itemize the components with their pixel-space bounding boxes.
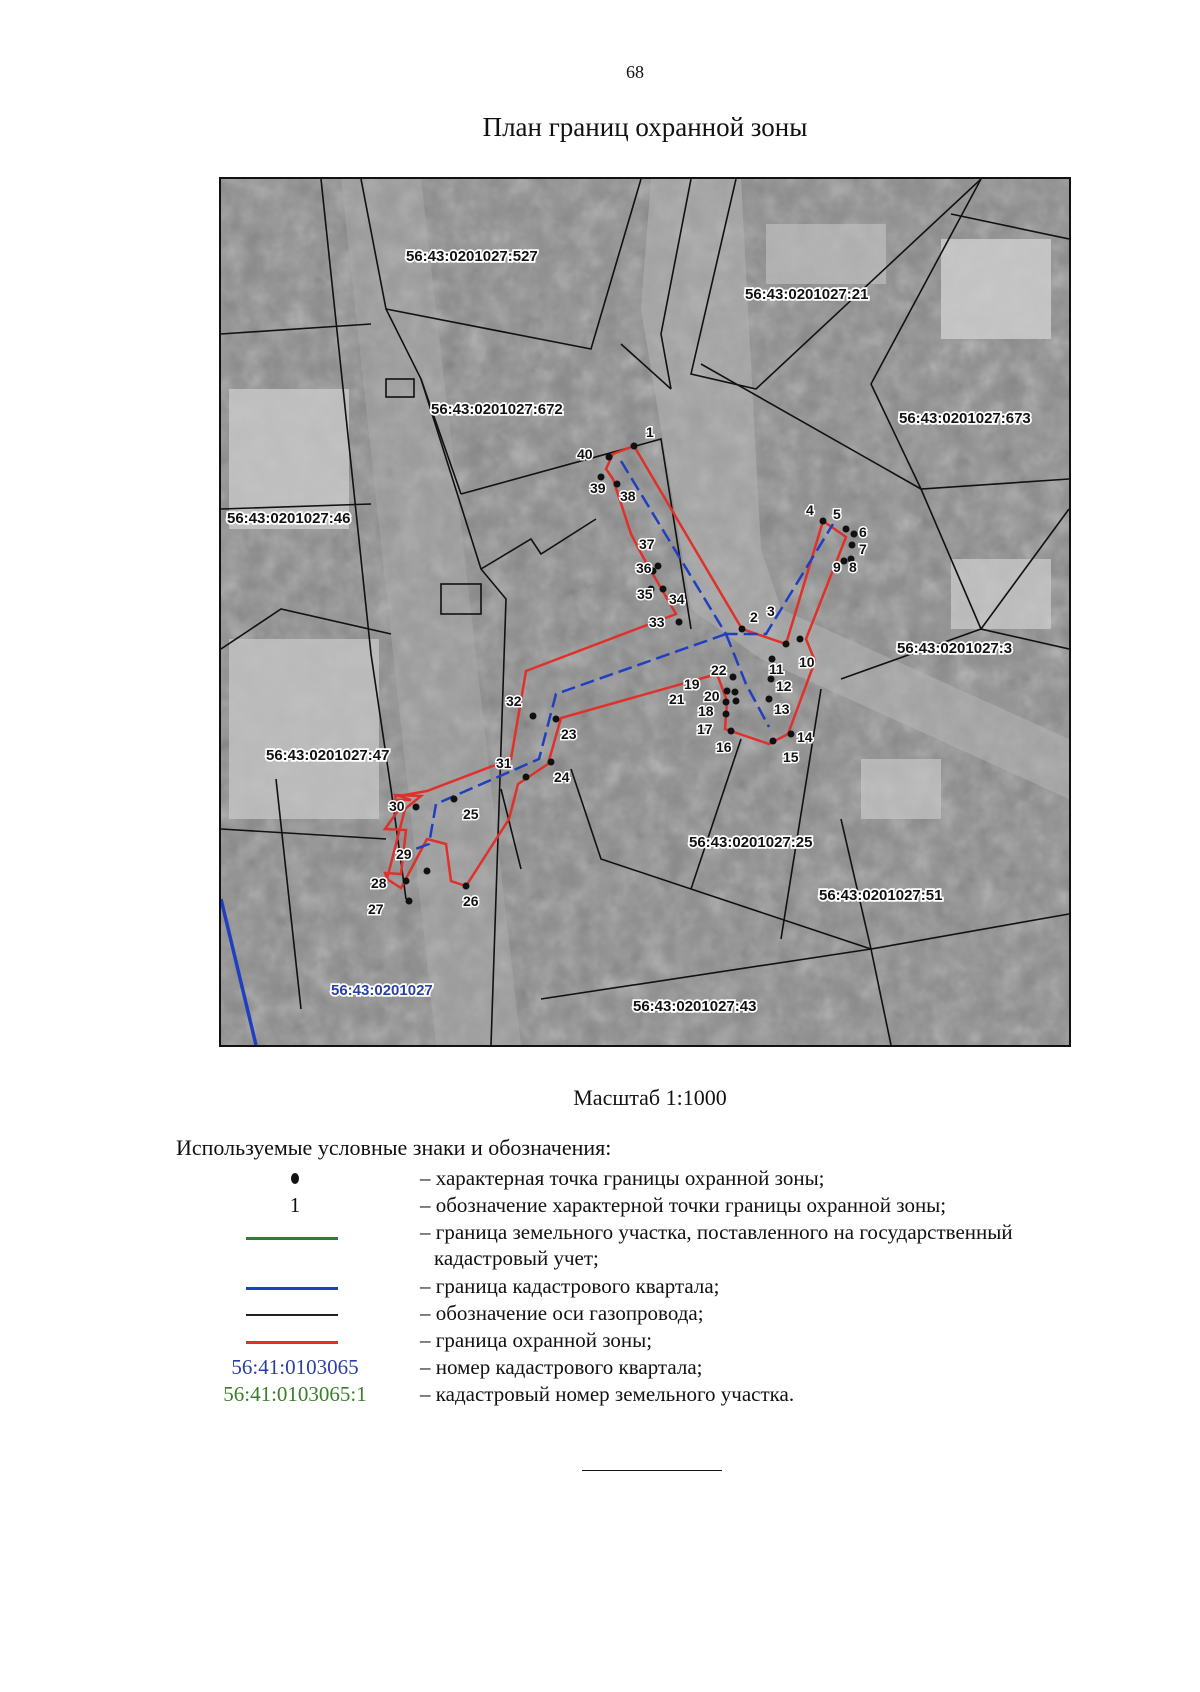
legend-symbol <box>190 1273 400 1300</box>
legend-item-parcel-boundary <box>190 1219 1150 1273</box>
parcel-label: 56:43:0201027:43 <box>633 998 757 1015</box>
point-number: 33 <box>649 614 665 630</box>
point-number: 1 <box>646 424 654 440</box>
point-number: 21 <box>669 691 685 707</box>
black-line-icon <box>246 1314 338 1316</box>
roof-area <box>941 239 1051 339</box>
point-number: 10 <box>799 654 815 670</box>
point-number: 13 <box>774 701 790 717</box>
protection-zone-map <box>219 177 1071 1047</box>
point-number: 36 <box>636 560 652 576</box>
legend-heading: Используемые условные знаки и обозначения: <box>176 1135 612 1160</box>
parcel-label: 56:43:0201027:47 <box>266 747 390 764</box>
point-number: 6 <box>859 524 867 540</box>
legend-item-quarter-boundary <box>190 1273 1150 1300</box>
legend-item-point <box>190 1165 1150 1192</box>
point-number: 39 <box>590 480 606 496</box>
legend-item-zone-boundary <box>190 1327 1150 1354</box>
legend-item-quarter-number <box>190 1354 1150 1381</box>
point-number: 5 <box>833 506 841 522</box>
legend-symbol <box>190 1165 400 1192</box>
map-svg <box>221 179 1069 1045</box>
legend-text: – обозначение оси газопровода; <box>420 1301 704 1325</box>
parcel-label: 56:43:0201027:673 <box>899 410 1031 427</box>
legend-symbol: 1 <box>289 1193 301 1217</box>
legend-text: – граница кадастрового квартала; <box>420 1274 720 1298</box>
parcel-label: 56:43:0201027:46 <box>227 510 351 527</box>
point-number: 38 <box>620 488 636 504</box>
point-number: 12 <box>776 678 792 694</box>
parcel-label: 56:43:0201027:21 <box>745 286 869 303</box>
point-number: 35 <box>637 586 653 602</box>
point-number: 29 <box>396 846 412 862</box>
point-number: 3 <box>767 603 775 619</box>
legend-text-line: кадастровый учет; <box>434 1246 599 1270</box>
quarter-label: 56:43:0201027 <box>331 982 433 999</box>
point-number: 30 <box>389 798 405 814</box>
point-number: 27 <box>368 901 384 917</box>
parcel-label: 56:43:0201027:25 <box>689 834 813 851</box>
point-number: 34 <box>669 591 685 607</box>
point-number: 15 <box>783 749 799 765</box>
legend-item-pipeline-axis <box>190 1300 1150 1327</box>
legend-text <box>420 1219 1140 1271</box>
legend-symbol <box>190 1219 400 1246</box>
legend-item-point-number <box>190 1192 1150 1219</box>
page-number: 68 <box>626 62 644 82</box>
parcel-label: 56:43:0201027:51 <box>819 887 943 904</box>
point-number: 31 <box>496 755 512 771</box>
point-number: 11 <box>769 661 784 677</box>
blue-line-icon <box>246 1287 338 1290</box>
point-number: 18 <box>698 703 714 719</box>
red-line-icon <box>246 1341 338 1344</box>
parcel-label: 56:43:0201027:3 <box>897 640 1013 657</box>
legend-text: – характерная точка границы охранной зоны; <box>420 1166 825 1190</box>
point-number: 28 <box>371 875 387 891</box>
point-number: 26 <box>463 893 479 909</box>
point-dot-icon <box>291 1173 299 1184</box>
legend-symbol: 56:41:0103065 <box>231 1355 359 1379</box>
legend-text: – кадастровый номер земельного участка. <box>420 1382 795 1406</box>
point-number: 40 <box>577 446 593 462</box>
roof-area <box>861 759 941 819</box>
end-divider <box>582 1470 722 1471</box>
point-number: 24 <box>554 769 570 785</box>
point-number: 20 <box>704 688 720 704</box>
point-number: 2 <box>750 609 758 625</box>
legend-item-parcel-number <box>190 1381 1150 1408</box>
legend-symbol <box>190 1327 400 1354</box>
point-number: 32 <box>506 693 522 709</box>
point-number: 4 <box>806 502 814 518</box>
legend-symbol: 56:41:0103065:1 <box>223 1382 367 1406</box>
legend-symbol <box>190 1300 400 1327</box>
point-number: 8 <box>849 559 857 575</box>
point-number: 16 <box>716 739 732 755</box>
map-scale: Масштаб 1:1000 <box>573 1085 727 1110</box>
point-number: 14 <box>797 729 813 745</box>
point-number: 37 <box>639 536 655 552</box>
roof-area <box>229 639 379 819</box>
legend-text: – обозначение характерной точки границы охранной зоны; <box>420 1193 947 1217</box>
legend-text-line: – граница земельного участка, поставленного на государственный <box>420 1220 1013 1244</box>
parcel-label: 56:43:0201027:672 <box>431 401 563 418</box>
roof-area <box>766 224 886 284</box>
point-number: 9 <box>833 559 841 575</box>
page-title: План границ охранной зоны <box>482 112 808 142</box>
point-number: 25 <box>463 806 479 822</box>
legend-text: – номер кадастрового квартала; <box>420 1355 703 1379</box>
point-number: 23 <box>561 726 577 742</box>
point-number: 17 <box>697 721 713 737</box>
point-number: 19 <box>684 676 700 692</box>
point-number: 7 <box>859 541 867 557</box>
green-line-icon <box>246 1237 338 1240</box>
point-number: 22 <box>711 662 727 678</box>
legend-text: – граница охранной зоны; <box>420 1328 653 1352</box>
parcel-label: 56:43:0201027:527 <box>406 248 538 265</box>
